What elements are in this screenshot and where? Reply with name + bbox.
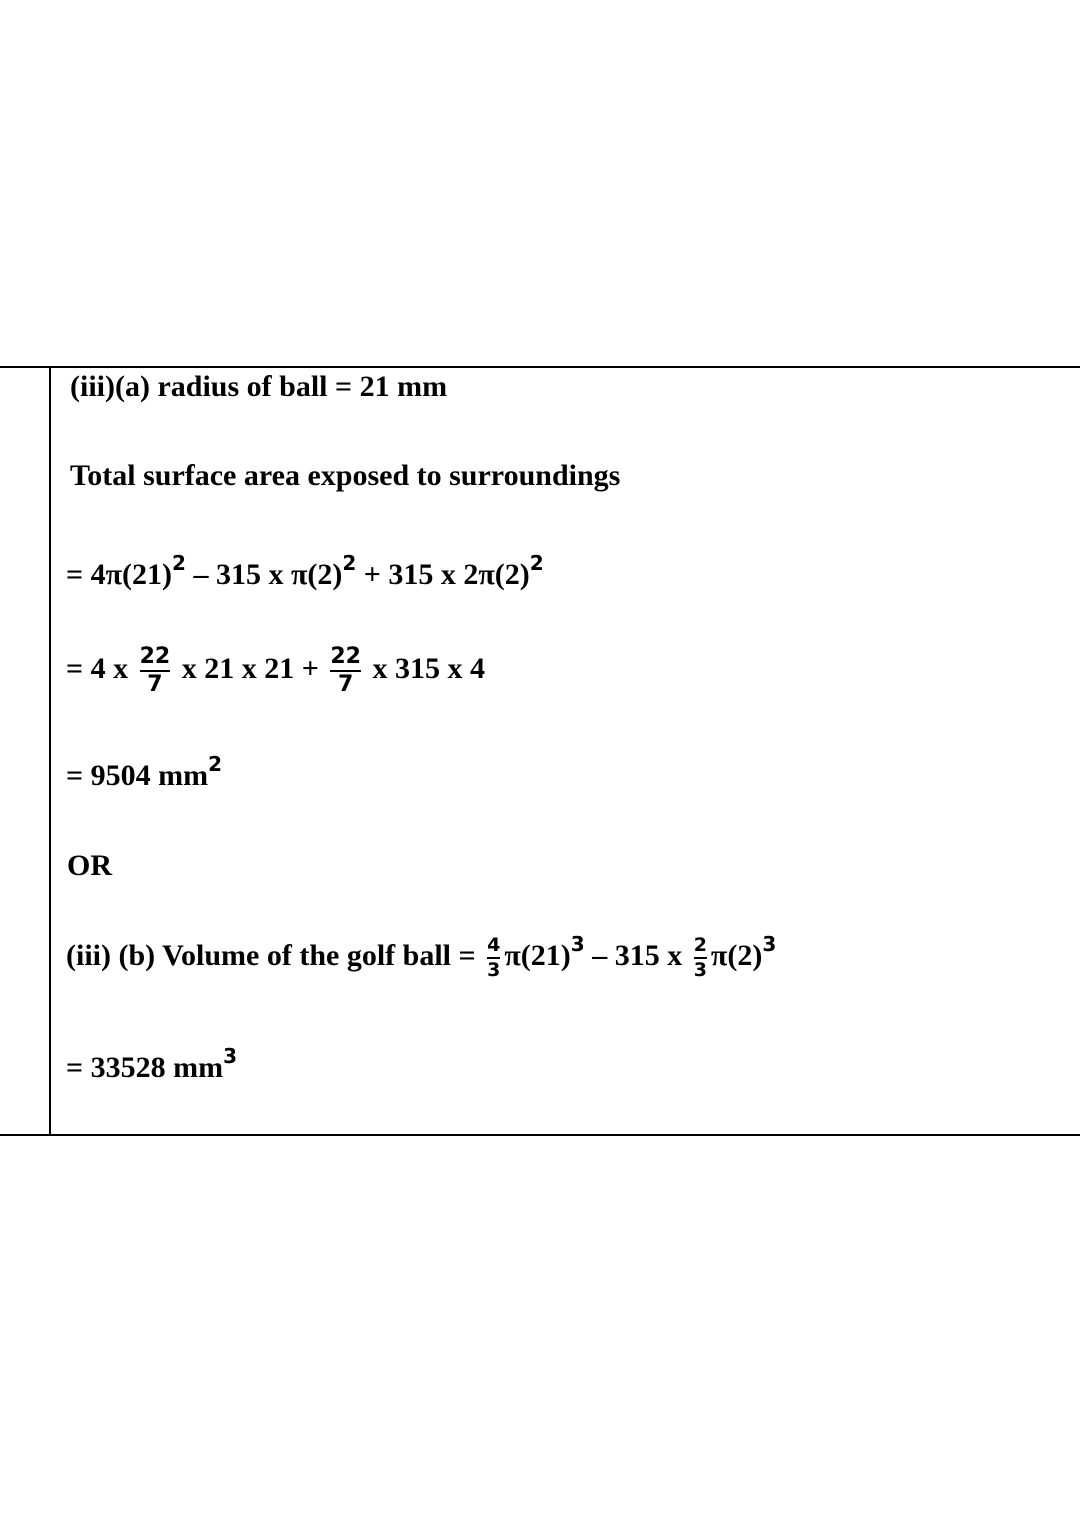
tsa-result [66, 752, 222, 792]
part-a-heading [70, 372, 447, 402]
part-a-heading-text: (iii)(a) radius of ball = 21 mm [70, 370, 448, 403]
tsa-substitution-step [66, 646, 485, 696]
fraction-denominator: 7 [338, 672, 354, 697]
part-b-volume [66, 931, 777, 981]
part-b-text: (iii) (b) Volume of the golf ball = [66, 938, 476, 972]
exponent: 3 [762, 931, 777, 956]
exponent: 2 [342, 551, 357, 575]
fraction-numerator: 22 [139, 644, 171, 669]
exponent: 2 [208, 752, 222, 776]
table-bottom-border [0, 1134, 1080, 1136]
formula-term: x 315 x 4 [372, 651, 485, 685]
tsa-heading [70, 461, 620, 491]
exponent: 3 [223, 1044, 237, 1068]
result-text: = 33528 mm [66, 1051, 224, 1084]
formula-term: = 4π(21) [66, 558, 173, 591]
table-top-border [0, 366, 1080, 368]
exponent: 2 [172, 551, 186, 575]
fraction-denominator: 3 [487, 959, 501, 981]
formula-term: + 315 x 2π(2) [356, 558, 530, 591]
volume-result [66, 1044, 237, 1084]
fraction-numerator: 2 [693, 934, 707, 956]
exponent: 2 [529, 551, 544, 575]
formula-term: = 4 x [66, 651, 129, 685]
exponent: 3 [570, 931, 585, 956]
fraction-22-over-7 [140, 646, 171, 696]
fraction-denominator: 7 [147, 672, 163, 697]
or-text: OR [67, 849, 112, 882]
tsa-heading-text: Total surface area exposed to surroundings [70, 459, 621, 492]
or-label [67, 851, 112, 881]
fraction-22-over-7 [330, 646, 361, 696]
formula-term: x 21 x 21 + [181, 651, 319, 685]
formula-term: π(21) [504, 938, 571, 972]
formula-term: π(2) [710, 938, 763, 972]
fraction-2-over-3 [694, 936, 707, 980]
fraction-numerator: 4 [487, 934, 501, 956]
result-text: = 9504 mm [66, 759, 209, 792]
tsa-formula-step [66, 551, 544, 591]
formula-term: – 315 x [584, 938, 683, 972]
table-column-divider [49, 366, 51, 1136]
fraction-numerator: 22 [330, 644, 361, 669]
fraction-denominator: 3 [693, 959, 707, 981]
fraction-4-over-3 [487, 936, 500, 980]
formula-term: – 315 x π(2) [185, 558, 343, 591]
